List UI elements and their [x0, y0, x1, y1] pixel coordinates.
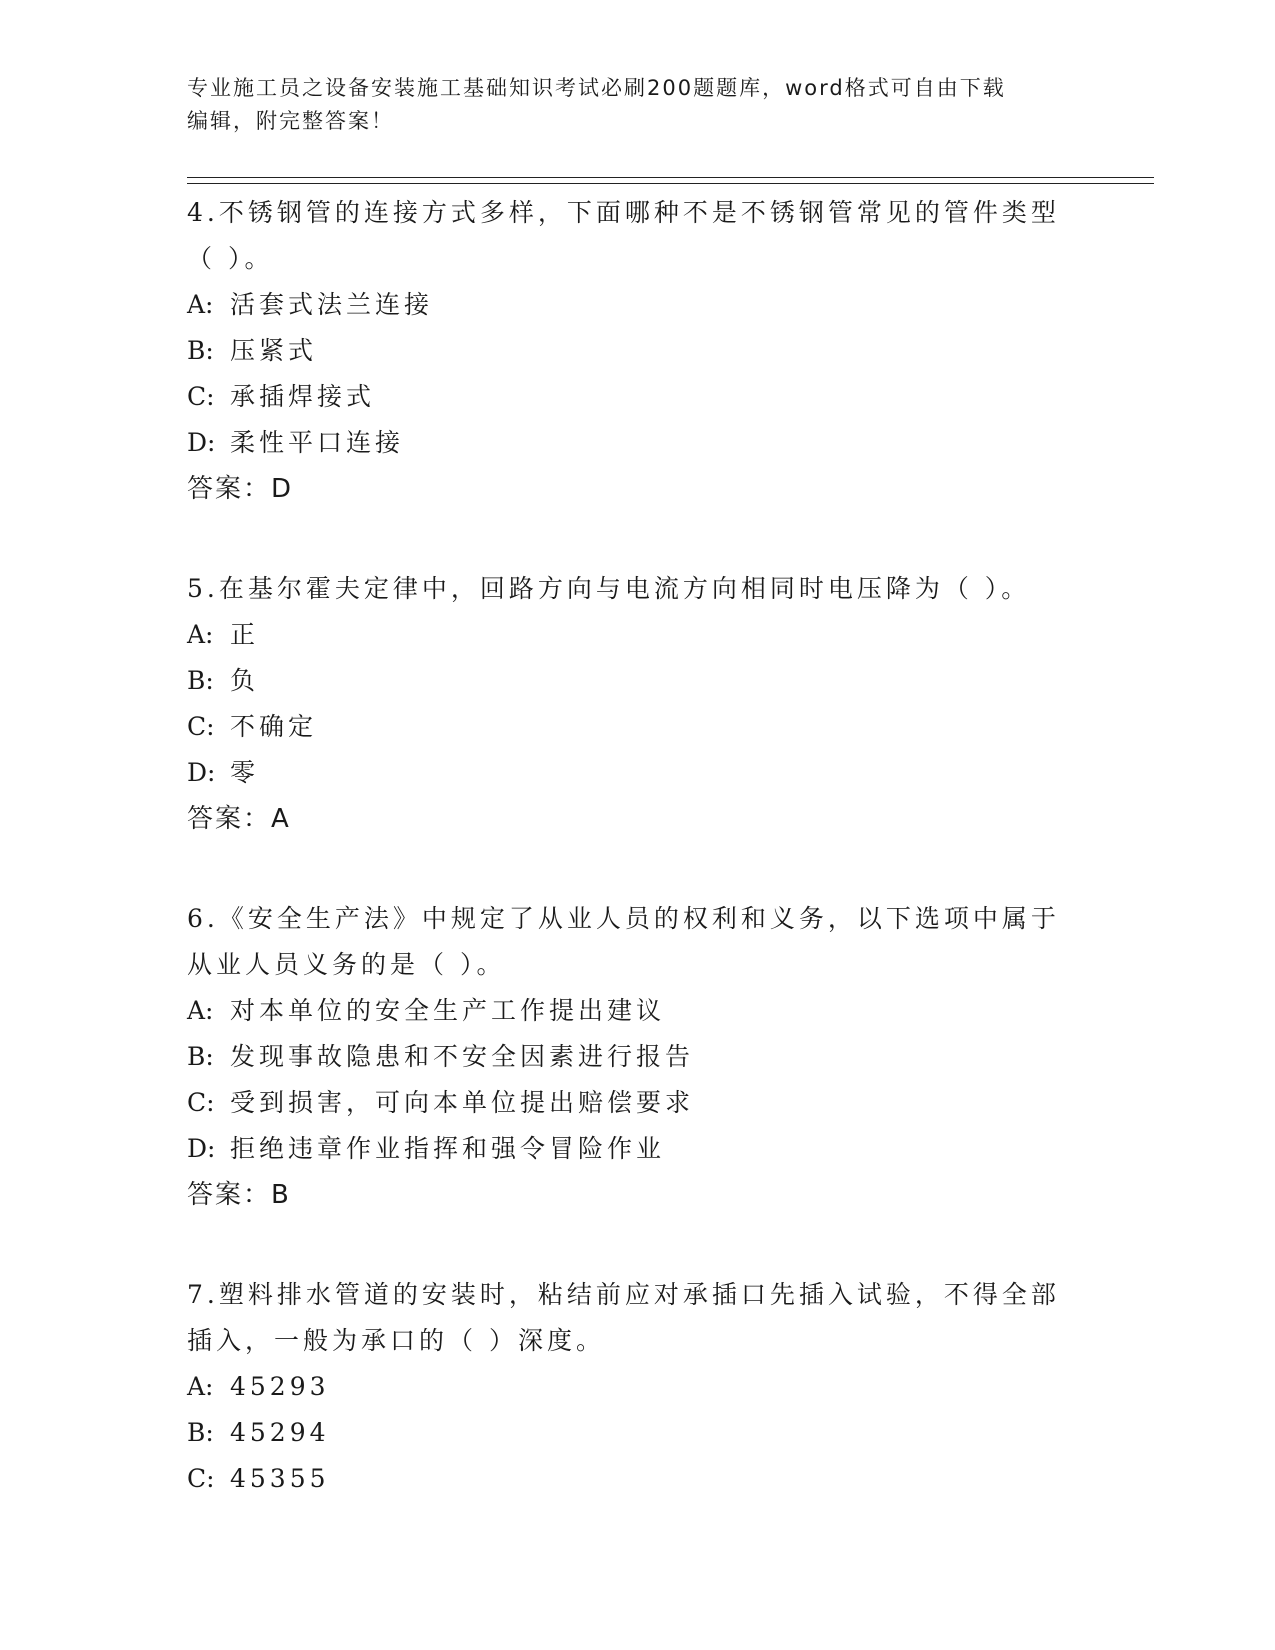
answer-line: 答案：D [187, 474, 294, 504]
question-7 [187, 1272, 1087, 1502]
option-text: 负 [230, 666, 260, 695]
question-list [187, 190, 1087, 1556]
answer-line: 答案：A [187, 804, 291, 834]
question-stem: 6.《安全生产法》中规定了从业人员的权利和义务，以下选项中属于从业人员义务的是（ ）。 [187, 904, 1060, 979]
option-key: D: [187, 1134, 216, 1163]
option-text: 正 [230, 620, 260, 649]
option-text: 活套式法兰连接 [230, 290, 434, 319]
option-key: A: [187, 620, 214, 649]
option-d [187, 750, 1087, 796]
header-line-2: 编辑，附完整答案！ [187, 109, 394, 133]
option-text: 对本单位的安全生产工作提出建议 [230, 996, 666, 1025]
option-text: 45294 [230, 1418, 330, 1447]
option-key: C: [187, 382, 215, 411]
header-divider-top [187, 177, 1154, 178]
option-b [187, 1410, 1087, 1456]
question-stem: 4.不锈钢管的连接方式多样，下面哪种不是不锈钢管常见的管件类型（ ）。 [187, 198, 1060, 273]
option-c [187, 1456, 1087, 1502]
option-text: 发现事故隐患和不安全因素进行报告 [230, 1042, 695, 1071]
option-text: 承插焊接式 [230, 382, 376, 411]
option-text: 45355 [230, 1464, 330, 1493]
option-key: B: [187, 1418, 214, 1447]
option-key: B: [187, 336, 214, 365]
option-key: A: [187, 1372, 214, 1401]
option-d [187, 1126, 1087, 1172]
header-divider-bottom [187, 183, 1154, 184]
document-header [187, 72, 1067, 138]
header-line-1: 专业施工员之设备安装施工基础知识考试必刷200题题库，word格式可自由下载 [187, 76, 1006, 100]
option-text: 不确定 [230, 712, 318, 741]
option-text: 拒绝违章作业指挥和强令冒险作业 [230, 1134, 666, 1163]
option-c [187, 1080, 1087, 1126]
option-c [187, 704, 1087, 750]
question-4 [187, 190, 1087, 512]
question-stem: 7.塑料排水管道的安装时，粘结前应对承插口先插入试验，不得全部插入，一般为承口的（ ）深度。 [187, 1280, 1060, 1355]
option-text: 零 [230, 758, 260, 787]
option-key: C: [187, 1088, 215, 1117]
option-key: B: [187, 666, 214, 695]
option-text: 45293 [230, 1372, 330, 1401]
question-stem: 5.在基尔霍夫定律中，回路方向与电流方向相同时电压降为（ ）。 [187, 574, 1031, 603]
option-key: B: [187, 1042, 214, 1071]
answer-line: 答案：B [187, 1180, 291, 1210]
option-b [187, 658, 1087, 704]
option-key: A: [187, 290, 214, 319]
option-text: 压紧式 [230, 336, 318, 365]
option-key: D: [187, 758, 216, 787]
option-key: A: [187, 996, 214, 1025]
question-6 [187, 896, 1087, 1218]
option-a [187, 282, 1087, 328]
question-5 [187, 566, 1087, 842]
option-key: C: [187, 1464, 215, 1493]
option-b [187, 1034, 1087, 1080]
option-key: D: [187, 428, 216, 457]
option-a [187, 1364, 1087, 1410]
option-text: 柔性平口连接 [230, 428, 405, 457]
option-b [187, 328, 1087, 374]
option-c [187, 374, 1087, 420]
option-a [187, 612, 1087, 658]
option-d [187, 420, 1087, 466]
option-text: 受到损害，可向本单位提出赔偿要求 [230, 1088, 695, 1117]
option-key: C: [187, 712, 215, 741]
option-a [187, 988, 1087, 1034]
